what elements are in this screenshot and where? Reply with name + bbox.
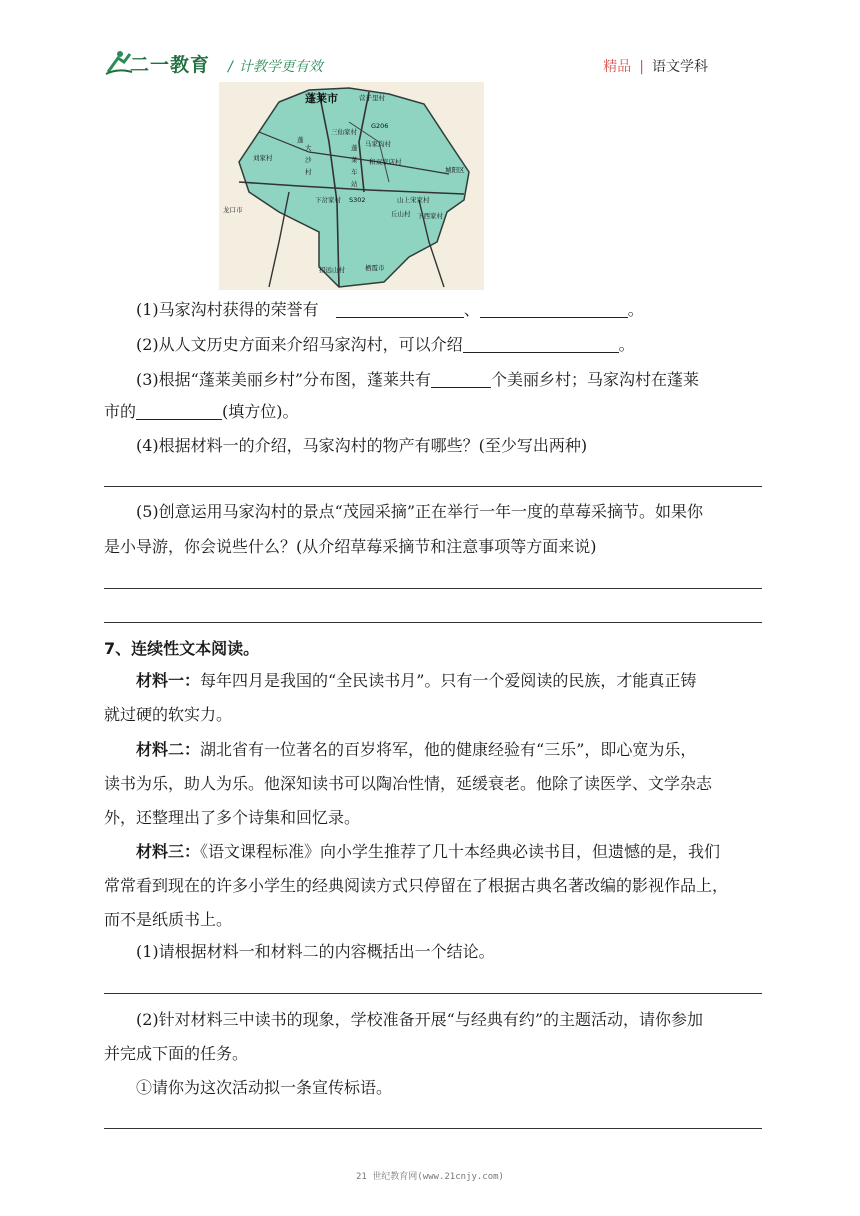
material-1-line-1: 材料一：每年四月是我国的“全民读书月”。只有一个爱阅读的民族，才能真正铸	[136, 671, 697, 690]
map-label: 三仙家村	[331, 128, 357, 136]
penglai-village-map	[219, 82, 484, 290]
answer-blank[interactable]	[336, 301, 464, 318]
answer-line[interactable]	[104, 993, 762, 994]
answer-blank[interactable]	[136, 403, 222, 420]
material-2-line-3: 外，还整理出了多个诗集和回忆录。	[104, 808, 361, 827]
answer-line[interactable]	[104, 1128, 762, 1129]
section-title: 7、连续性文本阅读。	[104, 639, 260, 658]
map-label: 大	[305, 144, 312, 152]
map-label: 栖霞市	[365, 264, 385, 272]
answer-blank[interactable]	[431, 371, 491, 388]
question-3-line-1: (3)根据“蓬莱美丽乡村”分布图，蓬莱共有 个美丽乡村；马家沟村在蓬莱	[136, 370, 700, 389]
map-label: 蓬	[297, 136, 304, 144]
sub-question-2-line-1: (2)针对材料三中读书的现象，学校准备开展“与经典有约”的主题活动，请你参加	[136, 1010, 704, 1029]
map-label: 刘家村	[253, 154, 273, 162]
sub-question-1: (1)请根据材料一和材料二的内容概括出一个结论。	[136, 942, 495, 961]
map-label: 下西家村	[417, 212, 443, 220]
answer-blank[interactable]	[463, 336, 619, 353]
logo-text: 二一教育	[130, 54, 211, 76]
question-5-line-1: (5)创意运用马家沟村的景点“茂园采摘”正在举行一年一度的草莓采摘节。如果你	[136, 502, 704, 521]
material-3-line-2: 常常看到现在的许多小学生的经典阅读方式只停留在了根据古典名著改编的影视作品上，	[104, 876, 729, 895]
answer-blank[interactable]	[480, 301, 628, 318]
answer-line[interactable]	[104, 622, 762, 623]
map-label: 山上宋家村	[397, 196, 430, 204]
question-5-line-2: 是小导游，你会说些什么？(从介绍草莓采摘节和注意事项等方面来说)	[104, 537, 597, 556]
map-label: G206	[371, 122, 389, 130]
material-1-line-2: 就过硬的软实力。	[104, 705, 233, 724]
material-3-line-3: 而不是纸质书上。	[104, 910, 233, 929]
question-2: (2)从人文历史方面来介绍马家沟村，可以介绍 。	[136, 335, 635, 354]
sub-question-2a: ①请你为这次活动拟一条宣传标语。	[136, 1078, 393, 1097]
map-label: 丘山村	[391, 210, 411, 218]
page-footer: 21 世纪教育网(www.21cnjy.com)	[356, 1172, 504, 1182]
map-label: 车	[351, 168, 358, 176]
map-label: 站	[351, 180, 358, 188]
sub-question-2-line-2: 并完成下面的任务。	[104, 1044, 249, 1063]
map-label: S302	[349, 196, 366, 204]
map-label: 城阳区	[445, 166, 465, 174]
subject-label: 语文学科	[652, 59, 708, 75]
slogan: / 计教学更有效	[228, 59, 323, 75]
map-label: 马家沟村	[365, 140, 391, 148]
map-label: 蓬莱市	[305, 92, 338, 105]
page-header	[104, 46, 764, 86]
badge-label: 精品	[603, 59, 632, 75]
header-right: 精品 | 语文学科	[603, 59, 708, 75]
map-label: 营子里村	[359, 94, 385, 102]
material-3-line-1: 材料三：《语文课程标准》向小学生推荐了几十本经典必读书目，但遗憾的是，我们	[136, 842, 721, 861]
map-label: 沙	[305, 156, 312, 164]
map-label: 下岔家村	[315, 196, 341, 204]
material-2-line-2: 读书为乐，助人为乐。他深知读书可以陶冶性情，延缓衰老。他除了读医学、文学杂志	[104, 774, 713, 793]
question-3-line-2: 市的 (填方位)。	[104, 402, 299, 421]
map-label: 龙口市	[223, 206, 243, 214]
map-label: 蓬	[351, 144, 358, 152]
question-4: (4)根据材料一的介绍，马家沟村的物产有哪些？(至少写出两种)	[136, 436, 588, 455]
map-label: 招远山村	[319, 266, 345, 274]
map-label: 村	[305, 168, 312, 176]
answer-line[interactable]	[104, 486, 762, 487]
map-label: 莱	[351, 156, 358, 164]
answer-line[interactable]	[104, 588, 762, 589]
material-2-line-1: 材料二：湖北省有一位著名的百岁将军，他的健康经验有“三乐”，即心宽为乐，	[136, 740, 697, 759]
map-label: 和双家店村	[369, 158, 402, 166]
question-1: (1)马家沟村获得的荣誉有 、 。	[136, 300, 644, 319]
